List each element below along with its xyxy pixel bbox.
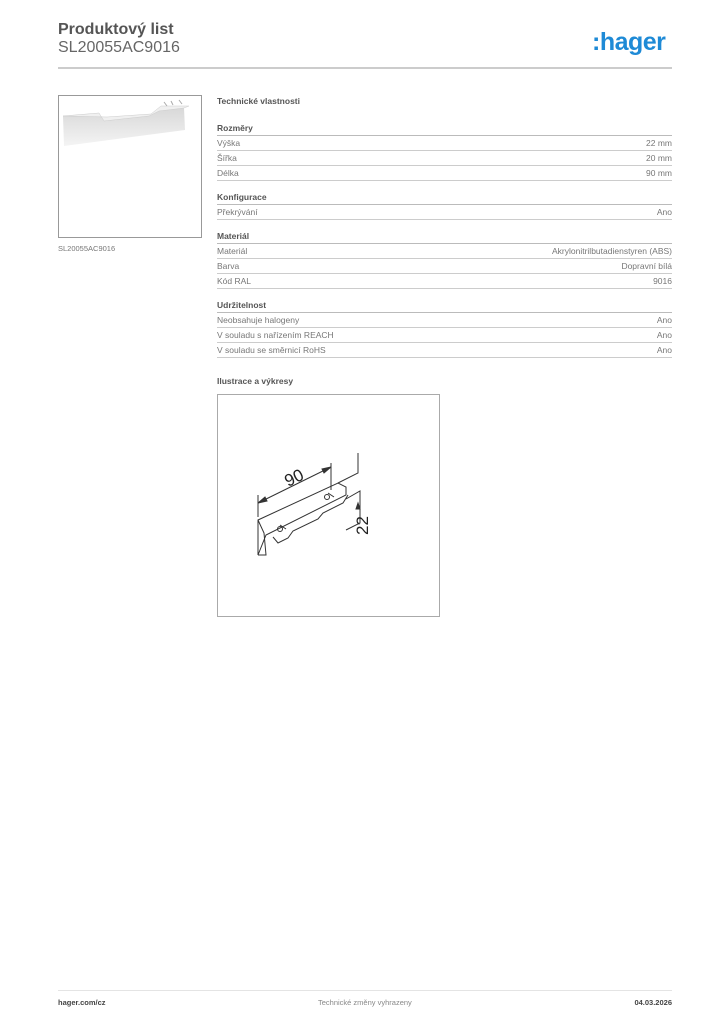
- property-row: [217, 259, 672, 274]
- property-value: Ano: [656, 330, 672, 340]
- hager-logo: :hager: [592, 28, 666, 56]
- property-label: Barva: [217, 261, 240, 271]
- property-row: [217, 244, 672, 259]
- technical-drawing: [217, 394, 440, 617]
- dim-length-label: 90: [281, 465, 307, 491]
- property-label: Kód RAL: [217, 276, 252, 286]
- property-value: 20 mm: [646, 153, 672, 163]
- property-value: 22 mm: [646, 138, 672, 148]
- property-label: Výška: [217, 138, 241, 148]
- product-image: [58, 95, 202, 238]
- property-row: [217, 136, 672, 151]
- header-divider: [58, 67, 672, 69]
- property-value: Ano: [656, 345, 672, 355]
- property-row: [217, 343, 672, 358]
- property-value: Dopravní bílá: [621, 261, 672, 271]
- property-row: [217, 313, 672, 328]
- property-row: [217, 328, 672, 343]
- section-title: Konfigurace: [217, 190, 672, 205]
- technical-properties: [217, 96, 672, 358]
- property-label: Neobsahuje halogeny: [217, 315, 300, 325]
- property-value: Ano: [656, 315, 672, 325]
- property-value: Akrylonitrilbutadienstyren (ABS): [552, 246, 672, 256]
- property-value: Ano: [656, 207, 672, 217]
- page-title: Produktový list: [58, 21, 174, 38]
- tech-heading: Technické vlastnosti: [217, 96, 300, 106]
- property-label: Materiál: [217, 246, 248, 256]
- footer-date: 04.03.2026: [634, 998, 672, 1007]
- section-title: Udržitelnost: [217, 298, 672, 313]
- footer-divider: [58, 990, 672, 991]
- property-label: V souladu se směrnicí RoHS: [217, 345, 326, 355]
- property-row: [217, 274, 672, 289]
- dim-height-label: 22: [353, 516, 372, 535]
- property-label: Překrývání: [217, 207, 258, 217]
- property-value: 9016: [653, 276, 672, 286]
- product-caption: SL20055AC9016: [58, 244, 116, 253]
- property-row: [217, 166, 672, 181]
- property-label: Šířka: [217, 153, 237, 163]
- property-row: [217, 205, 672, 220]
- section-title: Materiál: [217, 229, 672, 244]
- product-code: SL20055AC9016: [58, 39, 180, 56]
- property-label: Délka: [217, 168, 239, 178]
- property-row: [217, 151, 672, 166]
- illustration-heading: Ilustrace a výkresy: [217, 376, 294, 386]
- footer-disclaimer: Technické změny vyhrazeny: [318, 998, 412, 1007]
- property-label: V souladu s nařízením REACH: [217, 330, 334, 340]
- footer-website-link[interactable]: hager.com/cz: [58, 998, 106, 1007]
- property-value: 90 mm: [646, 168, 672, 178]
- section-title: Rozměry: [217, 121, 672, 136]
